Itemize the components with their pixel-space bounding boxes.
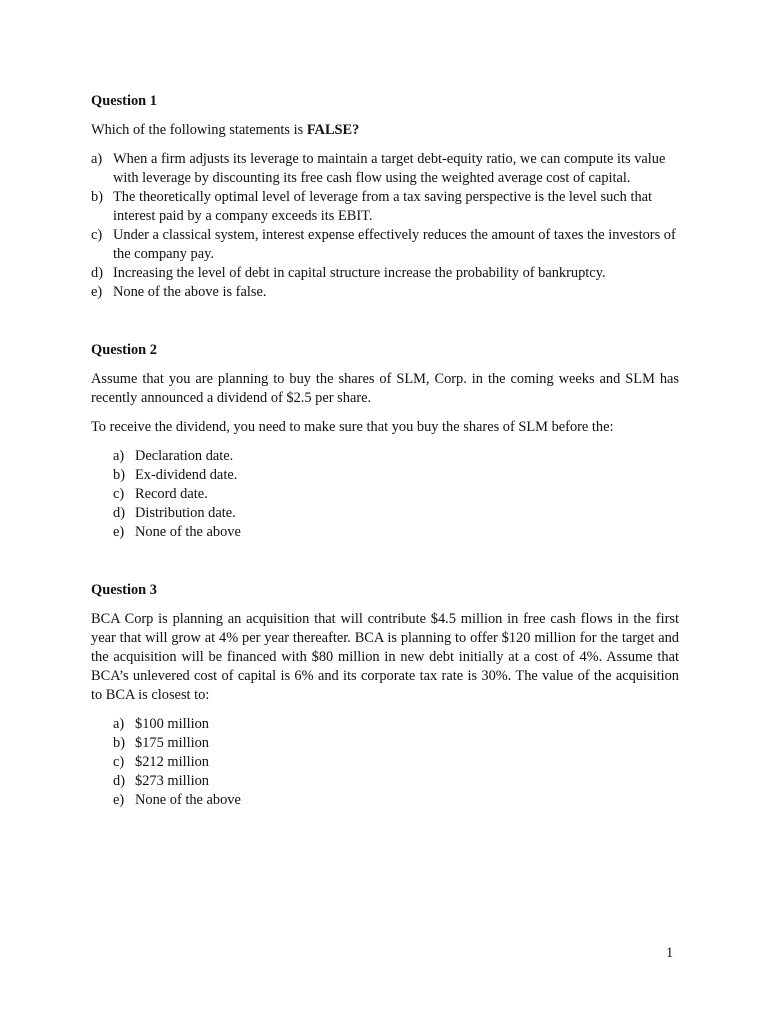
question-2-options [91, 447, 679, 542]
question-3-paragraph: BCA Corp is planning an acquisition that will contribute $4.5 million in free cash flows in the first year that will grow at 4% per year thereafter. BCA is planning to offer $120 million for the target and the acquisition will be financed with $80 million in new debt initially at a cost of 4%. Assume that BCA’s unlevered cost of capital is 6% and its corporate tax rate is 30%. The value of the acquisition to BCA is closest to: [91, 611, 679, 703]
option-item [91, 485, 679, 504]
option-text: Under a classical system, interest expense effectively reduces the amount of taxes the investors of the company pay. [113, 227, 676, 262]
option-item [91, 150, 679, 188]
question-3-options [91, 715, 679, 810]
option-text: $100 million [135, 716, 209, 732]
option-text: Ex-dividend date. [135, 467, 238, 483]
option-letter: c) [91, 227, 103, 243]
document-page [91, 92, 679, 810]
option-text: Increasing the level of debt in capital structure increase the probability of bankruptcy. [113, 265, 606, 281]
question-2-title: Question 2 [91, 342, 157, 358]
question-1-prompt [91, 121, 679, 140]
option-letter: e) [113, 524, 125, 540]
option-text: $175 million [135, 735, 209, 751]
option-letter: a) [91, 151, 103, 167]
option-letter: c) [113, 486, 125, 502]
question-2-paragraph-1: Assume that you are planning to buy the shares of SLM, Corp. in the coming weeks and SLM has recently announced a dividend of $2.5 per share. [91, 371, 679, 406]
page-number: 1 [666, 945, 674, 961]
option-item [91, 447, 679, 466]
option-letter: b) [91, 189, 103, 205]
option-letter: b) [113, 467, 125, 483]
option-item [91, 264, 679, 283]
option-item [91, 715, 679, 734]
option-item [91, 188, 679, 226]
option-text: $273 million [135, 773, 209, 789]
question-2 [91, 341, 679, 542]
option-letter: c) [113, 754, 125, 770]
question-1-options [91, 150, 679, 302]
option-letter: d) [91, 265, 103, 281]
option-item [91, 734, 679, 753]
option-text: Distribution date. [135, 505, 236, 521]
option-letter: b) [113, 735, 125, 751]
question-3 [91, 581, 679, 810]
option-text: Record date. [135, 486, 208, 502]
option-text: $212 million [135, 754, 209, 770]
question-1-prompt-text: Which of the following statements is [91, 122, 307, 138]
question-2-paragraph-2: To receive the dividend, you need to make sure that you buy the shares of SLM before the: [91, 419, 614, 435]
option-item [91, 466, 679, 485]
option-item [91, 504, 679, 523]
option-item [91, 791, 679, 810]
option-item [91, 226, 679, 264]
option-letter: a) [113, 448, 125, 464]
option-text: None of the above is false. [113, 284, 267, 300]
option-letter: a) [113, 716, 125, 732]
option-item [91, 283, 679, 302]
option-text: Declaration date. [135, 448, 234, 464]
option-letter: e) [113, 792, 125, 808]
question-3-title: Question 3 [91, 582, 157, 598]
option-text: None of the above [135, 524, 241, 540]
option-letter: e) [91, 284, 103, 300]
option-letter: d) [113, 505, 125, 521]
question-1 [91, 92, 679, 302]
option-text: None of the above [135, 792, 241, 808]
option-item [91, 753, 679, 772]
option-text: When a firm adjusts its leverage to maintain a target debt-equity ratio, we can compute its value with leverage by discounting its free cash flow using the weighted average cost of capital. [113, 151, 666, 186]
option-item [91, 523, 679, 542]
question-1-prompt-emphasis: FALSE? [306, 122, 360, 138]
option-item [91, 772, 679, 791]
option-text: The theoretically optimal level of leverage from a tax saving perspective is the level such that interest paid by a company exceeds its EBIT. [113, 189, 653, 224]
question-1-title: Question 1 [91, 93, 157, 109]
option-letter: d) [113, 773, 125, 789]
